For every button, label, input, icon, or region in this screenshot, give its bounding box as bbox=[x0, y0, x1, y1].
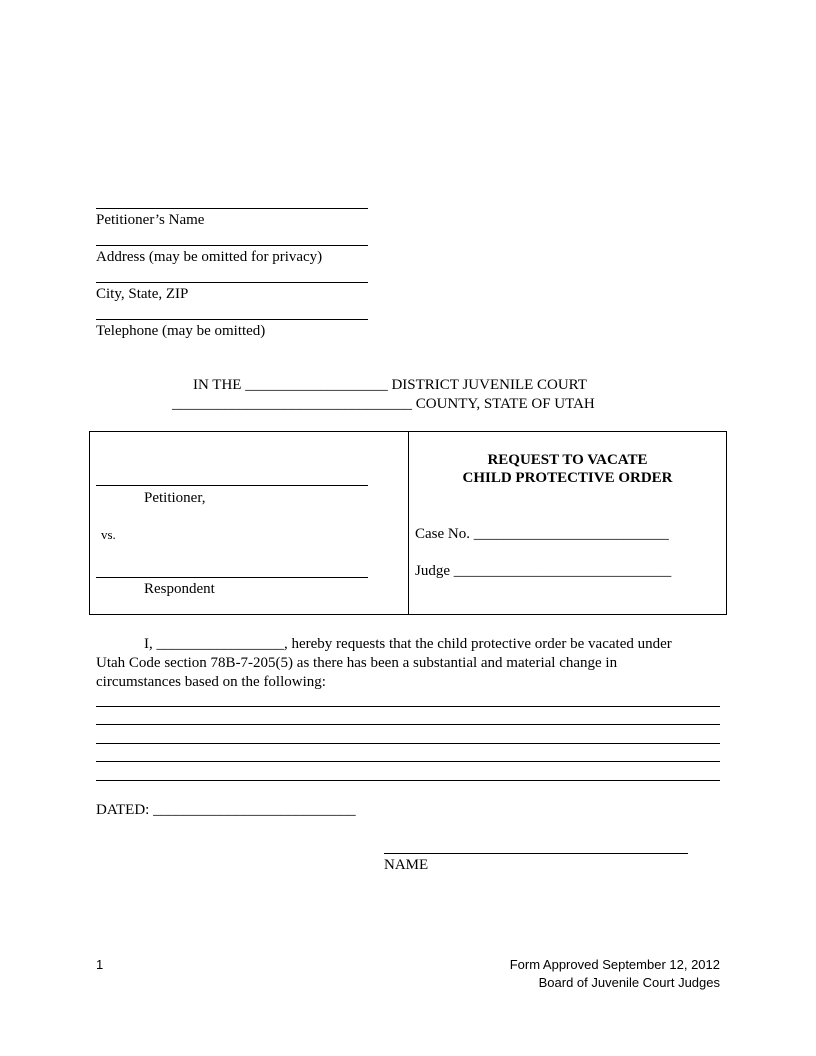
request-line-2: Utah Code section 78B-7-205(5) as there has been a substantial and material change in bbox=[96, 655, 618, 671]
board-text: Board of Juvenile Court Judges bbox=[538, 975, 720, 990]
page-number: 1 bbox=[96, 957, 104, 972]
county-state-text: COUNTY, STATE OF UTAH bbox=[415, 396, 595, 412]
dated-row bbox=[96, 801, 356, 819]
district-blank[interactable]: ___________________ bbox=[245, 377, 388, 393]
judge-row bbox=[415, 562, 671, 580]
address-label: Address (may be omitted for privacy) bbox=[96, 249, 323, 265]
petitioner-name-label: Petitioner’s Name bbox=[96, 212, 205, 228]
request-line-1-end: , hereby requests that the child protective order be vacated under bbox=[284, 636, 672, 652]
court-line-2 bbox=[172, 395, 595, 413]
judge-blank[interactable]: _____________________________ bbox=[453, 563, 672, 579]
telephone-line[interactable] bbox=[96, 319, 368, 320]
city-state-zip-label: City, State, ZIP bbox=[96, 286, 189, 302]
requester-name-blank[interactable]: _________________ bbox=[156, 636, 284, 652]
document-title-line-2: CHILD PROTECTIVE ORDER bbox=[462, 470, 673, 486]
form-approved-text: Form Approved September 12, 2012 bbox=[509, 957, 720, 972]
explanation-line[interactable] bbox=[96, 780, 720, 781]
city-state-zip-line[interactable] bbox=[96, 282, 368, 283]
signature-line[interactable] bbox=[384, 853, 688, 854]
court-line-1 bbox=[193, 376, 587, 394]
dated-blank[interactable]: ___________________________ bbox=[153, 802, 356, 818]
request-line-1 bbox=[96, 635, 736, 654]
name-label: NAME bbox=[384, 857, 429, 873]
respondent-party-line[interactable] bbox=[96, 577, 368, 578]
request-line-3: circumstances based on the following: bbox=[96, 674, 326, 690]
address-line[interactable] bbox=[96, 245, 368, 246]
explanation-line[interactable] bbox=[96, 761, 720, 762]
explanation-line[interactable] bbox=[96, 724, 720, 725]
dated-label: DATED: bbox=[96, 802, 150, 818]
petitioner-name-line[interactable] bbox=[96, 208, 368, 209]
petitioner-party-line[interactable] bbox=[96, 485, 368, 486]
in-the-text: IN THE bbox=[193, 377, 242, 393]
respondent-party-label: Respondent bbox=[144, 581, 215, 597]
case-number-label: Case No. bbox=[415, 526, 470, 542]
telephone-label: Telephone (may be omitted) bbox=[96, 323, 266, 339]
case-number-blank[interactable]: __________________________ bbox=[473, 526, 669, 542]
county-blank[interactable]: ________________________________ bbox=[172, 396, 412, 412]
explanation-line[interactable] bbox=[96, 743, 720, 744]
petitioner-party-label: Petitioner, bbox=[144, 490, 206, 506]
request-paragraph bbox=[96, 635, 736, 692]
district-juvenile-court-text: DISTRICT JUVENILE COURT bbox=[391, 377, 587, 393]
judge-label: Judge bbox=[415, 563, 450, 579]
explanation-line[interactable] bbox=[96, 706, 720, 707]
request-i-text: I, bbox=[144, 636, 153, 652]
case-number-row bbox=[415, 525, 669, 543]
document-title-line-1: REQUEST TO VACATE bbox=[487, 452, 648, 468]
vs-label: vs. bbox=[101, 527, 116, 542]
